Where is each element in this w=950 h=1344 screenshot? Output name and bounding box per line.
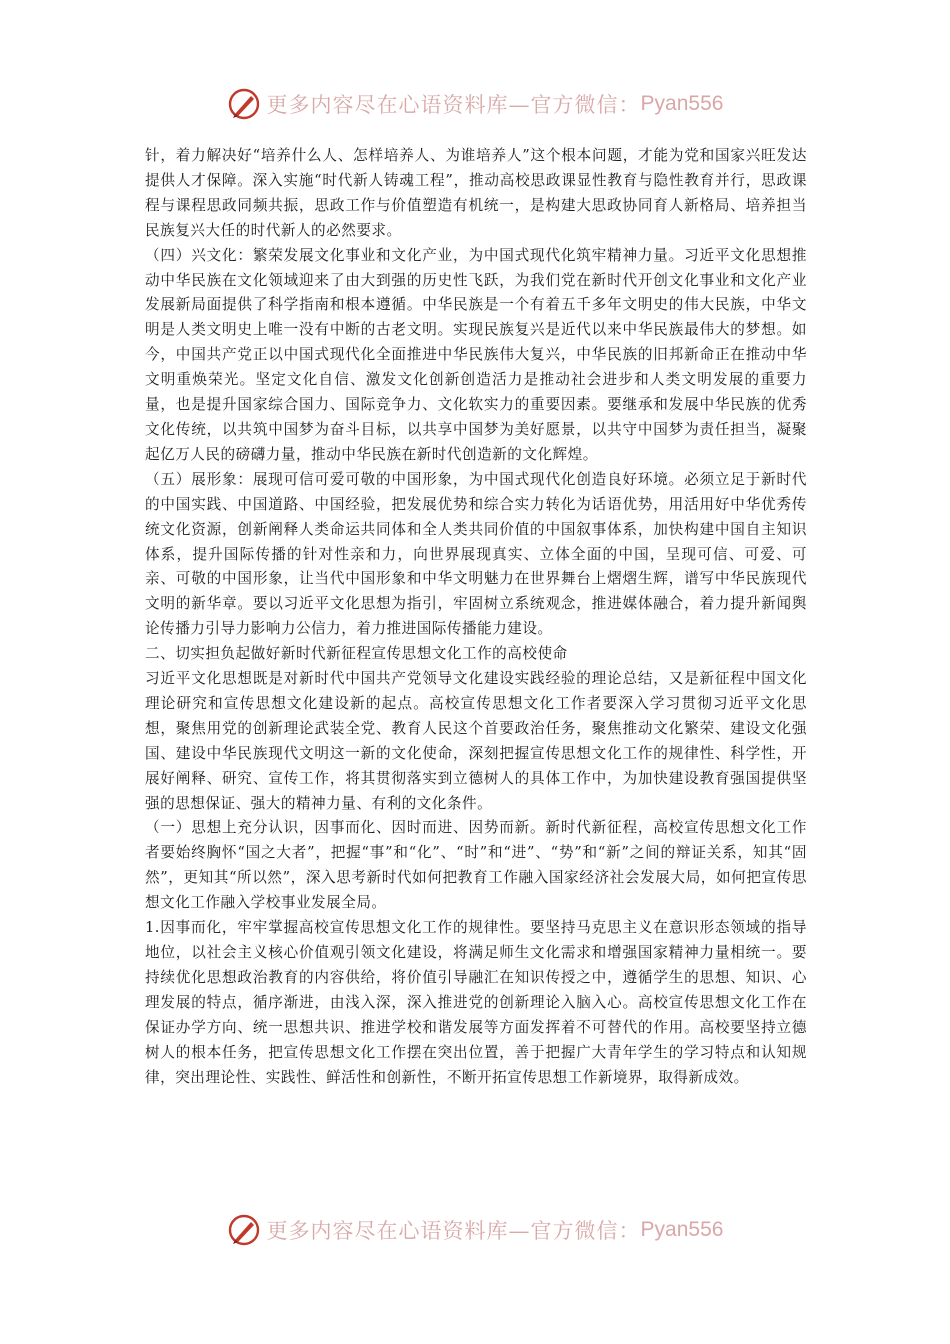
banner-text: 更多内容尽在心语资料库—官方微信：	[266, 1219, 641, 1243]
pen-logo-icon	[227, 1213, 261, 1247]
paragraph: （五）展形象：展现可信可爱可敬的中国形象，为中国式现代化创造良好环境。必须立足于新时代的中国实践、中国道路、中国经验，把发展优势和综合实力转化为话语优势，用活用好中华优秀传统文化资源，创新阐释人类命运共同体和全人类共同价值的中国叙事体系，加快构建中国自主知识体系，提升国际传播的针对性亲和力，向世界展现真实、立体全面的中国，呈现可信、可爱、可亲、可敬的中国形象，让当代中国形象和中华文明魅力在世界舞台上熠熠生辉，谱写中华民族现代文明的新华章。要以习近平文化思想为指引，牢固树立系统观念，推进媒体融合，着力提升新闻舆论传播力引导力影响力公信力，着力推进国际传播能力建设。	[145, 470, 807, 638]
pen-logo-icon	[227, 87, 261, 121]
paragraph: 习近平文化思想既是对新时代中国共产党领导文化建设实践经验的理论总结，又是新征程中国文化理论研究和宣传思想文化建设新的起点。高校宣传思想文化工作者要深入学习贯彻习近平文化思想，聚焦用党的创新理论武装全党、教育人民这个首要政治任务，聚焦推动文化繁荣、建设文化强国、建设中华民族现代文明这一新的文化使命，深刻把握宣传思想文化工作的规律性、科学性，开展好阐释、研究、宣传工作，将其贯彻落实到立德树人的具体工作中，为加快建设教育强国提供坚强的思想保证、强大的精神力量、有利的文化条件。	[145, 670, 807, 812]
document-body	[145, 144, 807, 1090]
paragraph: （一）思想上充分认识，因事而化、因时而进、因势而新。新时代新征程，高校宣传思想文化工作者要始终胸怀“国之大者”，把握“事”和“化”、“时”和“进”、“势”和“新”之间的辩证关系，知其“固然”，更知其“所以然”，深入思考新时代如何把教育工作融入国家经济社会发展大局，如何把宣传思想文化工作融入学校事业发展全局。	[145, 819, 807, 912]
paragraph: 1.因事而化，牢牢掌握高校宣传思想文化工作的规律性。要坚持马克思主义在意识形态领域的指导地位，以社会主义核心价值观引领文化建设，将满足师生文化需求和增强国家精神力量相统一。要持续优化思想政治教育的内容供给，将价值引导融汇在知识传授之中，遵循学生的思想、知识、心理发展的特点，循序渐进，由浅入深，深入推进党的创新理论入脑入心。高校宣传思想文化工作在保证办学方向、统一思想共识、推进学校和谐发展等方面发挥着不可替代的作用。高校要坚持立德树人的根本任务，把宣传思想文化工作摆在突出位置，善于把握广大青年学生的学习特点和认知规律，突出理论性、实践性、鲜活性和创新性，不断开拓宣传思想工作新境界，取得新成效。	[145, 919, 807, 1086]
paragraph: （四）兴文化：繁荣发展文化事业和文化产业，为中国式现代化筑牢精神力量。习近平文化思想推动中华民族在文化领域迎来了由大到强的历史性飞跃，为我们党在新时代开创文化事业和文化产业发展新局面提供了科学指南和根本遵循。中华民族是一个有着五千多年文明史的伟大民族，中华文明是人类文明史上唯一没有中断的古老文明。实现民族复兴是近代以来中华民族最伟大的梦想。如今，中国共产党正以中国式现代化全面推进中华民族伟大复兴，中华民族的旧邦新命正在推动中华文明重焕荣光。坚定文化自信、激发文化创新创造活力是推动社会进步和人类文明发展的重要力量，也是提升国家综合国力、国际竞争力、文化软实力的重要因素。要继承和发展中华民族的优秀文化传统，以共筑中国梦为奋斗目标，以共享中国梦为美好愿景，以共守中国梦为责任担当，凝聚起亿万人民的磅礴力量，推动中华民族在新时代创造新的文化辉煌。	[145, 246, 807, 463]
footer-watermark-banner	[0, 1210, 950, 1250]
header-watermark-banner	[0, 84, 950, 124]
paragraph: 针，着力解决好“培养什么人、怎样培养人、为谁培养人”这个根本问题，才能为党和国家兴旺发达提供人才保障。深入实施“时代新人铸魂工程”，推动高校思政课显性教育与隐性教育并行，思政课程与课程思政同频共振，思政工作与价值塑造有机统一，是构建大思政协同育人新格局、培养担当民族复兴大任的时代新人的必然要求。	[145, 147, 807, 239]
section-heading: 二、切实担负起做好新时代新征程宣传思想文化工作的高校使命	[145, 645, 568, 663]
banner-wechat-id: Pyan556	[640, 92, 724, 115]
banner-text: 更多内容尽在心语资料库—官方微信：	[266, 93, 641, 117]
banner-wechat-id: Pyan556	[640, 1218, 724, 1241]
